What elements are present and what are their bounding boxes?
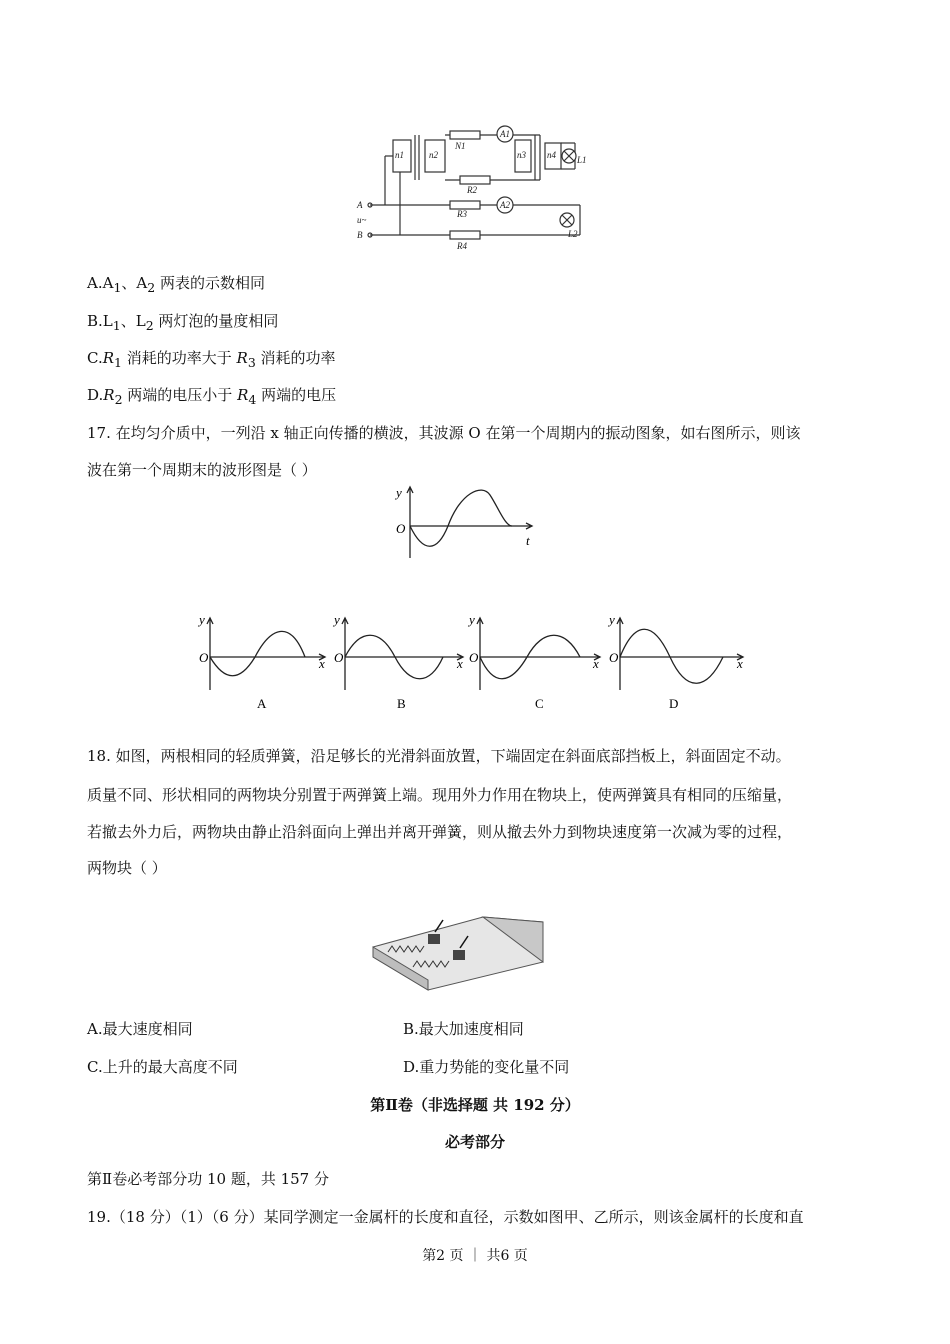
label-u: u~ (357, 215, 367, 225)
optA-letter: A (257, 696, 267, 711)
origin-label: O (396, 521, 406, 536)
optB-x-label: x (457, 656, 463, 671)
label-R4: R4 (457, 241, 467, 251)
q18-text-line1: 18. 如图，两根相同的轻质弹簧，沿足够长的光滑斜面放置，下端固定在斜面底部挡板上，斜面固定不动。 (87, 747, 791, 765)
optC-x-label: x (593, 656, 599, 671)
vibration-graph (390, 483, 540, 563)
optA-origin-label: O (199, 650, 209, 665)
optD-x-label: x (737, 656, 743, 671)
q18-option-c: C.上升的最大高度不同 (87, 1058, 238, 1076)
q18-text-line2: 质量不同、形状相同的两物块分别置于两弹簧上端。现用外力作用在物块上，使两弹簧具有相同的压缩量， (87, 786, 793, 804)
label-R2: R2 (467, 185, 477, 195)
section-title: 第Ⅱ卷（非选择题 共 192 分） (370, 1096, 580, 1114)
optA-x-label: x (319, 656, 325, 671)
transformer-circuit-diagram (355, 125, 585, 255)
optD-origin-label: O (609, 650, 619, 665)
q18-option-b: B.最大加速度相同 (403, 1020, 524, 1038)
optC-letter: C (535, 696, 544, 711)
wave-options-graphs (195, 610, 765, 720)
optB-origin-label: O (334, 650, 344, 665)
q16-option-a: $A.A_1$、$A_2$ 两表的示数相同 (87, 274, 265, 295)
optD-y-label: y (609, 612, 615, 627)
q16-option-d: $D.R_2$ 两端的电压小于 $R_4$ 两端的电压 (87, 386, 337, 407)
axis-y-label: y (396, 485, 402, 500)
q19-text-line1: 19.（18 分）（1）（6 分）某同学测定一金属杆的长度和直径，示数如图甲、乙所示，则该金属杆的长度和直 (87, 1208, 804, 1226)
optC-origin-label: O (469, 650, 479, 665)
q17-text-line1: 17. 在均匀介质中，一列沿 x 轴正向传播的横波，其波源 O 在第一个周期内的振动图象，如右图所示，则该 (87, 424, 801, 442)
label-n3: n3 (517, 150, 526, 160)
optD-letter: D (669, 696, 679, 711)
label-N1: N1 (455, 141, 466, 151)
q18-text-line3: 若撤去外力后，两物块由静止沿斜面向上弹出并离开弹簧，则从撤去外力到物块速度第一次减为零的过程， (87, 823, 793, 841)
label-A1: A1 (500, 129, 510, 139)
optC-y-label: y (469, 612, 475, 627)
q17-text-line2: 波在第一个周期末的波形图是（ ） (87, 461, 317, 479)
section-intro: 第Ⅱ卷必考部分功 10 题，共 157 分 (87, 1170, 329, 1188)
label-n1: n1 (395, 150, 404, 160)
label-L2: L2 (568, 229, 578, 239)
optB-letter: B (397, 696, 406, 711)
label-L1: L1 (577, 155, 587, 165)
section-subtitle: 必考部分 (444, 1133, 505, 1151)
axis-t-label: t (526, 533, 530, 548)
label-n4: n4 (547, 150, 556, 160)
optB-y-label: y (334, 612, 340, 627)
label-R3: R3 (457, 209, 467, 219)
page-footer: 第2 页 ｜ 共6 页 (422, 1248, 528, 1264)
label-B: B (357, 230, 363, 240)
q18-text-line4: 两物块（ ） (87, 859, 167, 877)
q18-option-d: D.重力势能的变化量不同 (403, 1058, 570, 1076)
q16-option-b: $B.L_1$、$L_2$ 两灯泡的量度相同 (87, 312, 279, 333)
q16-option-c: $C.R_1$ 消耗的功率大于 $R_3$ 消耗的功率 (87, 349, 336, 370)
label-A2: A2 (500, 200, 510, 210)
incline-springs-figure (368, 892, 548, 997)
label-A: A (357, 200, 363, 210)
q18-option-a: A.最大速度相同 (87, 1020, 193, 1038)
optA-y-label: y (199, 612, 205, 627)
label-n2: n2 (429, 150, 438, 160)
